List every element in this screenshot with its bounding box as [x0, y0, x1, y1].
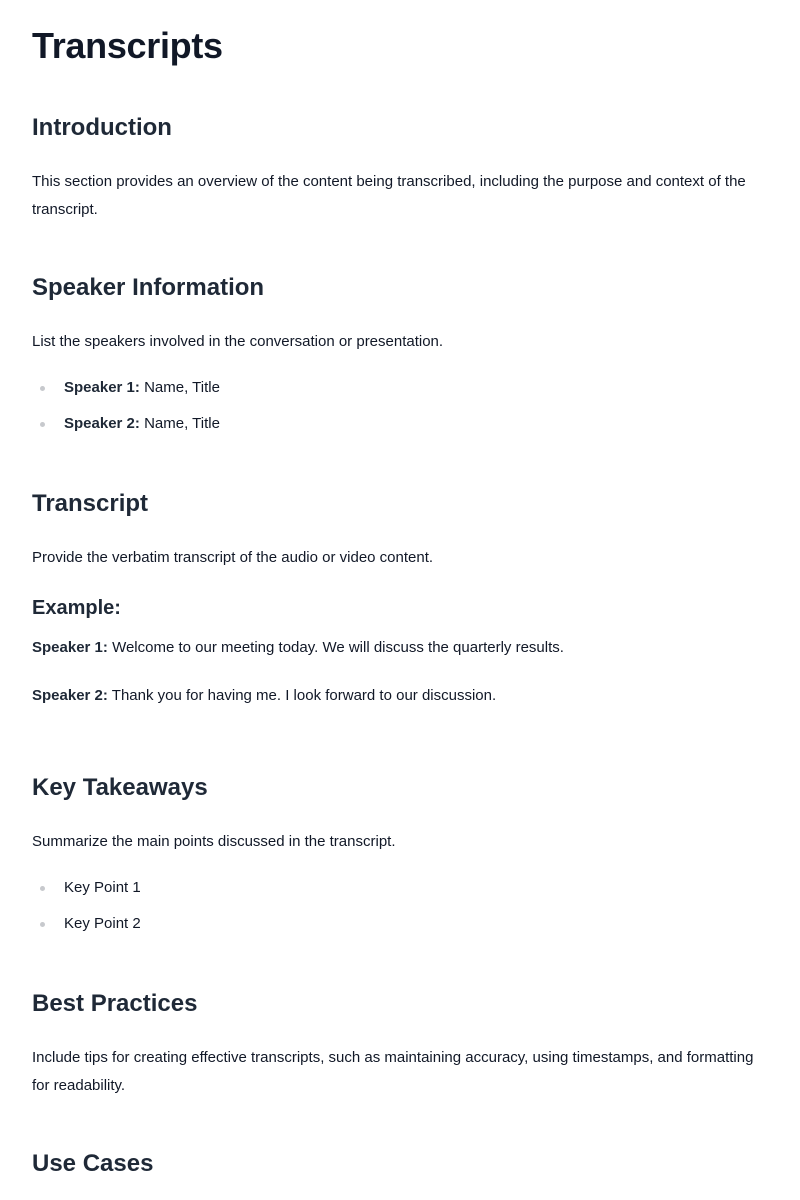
section-transcript	[32, 488, 768, 710]
list-item	[32, 912, 768, 936]
speaker-label: Speaker 2:	[64, 415, 140, 432]
page-title: Transcripts	[32, 25, 223, 66]
transcript-text: Provide the verbatim transcript of the audio or video content.	[32, 549, 434, 566]
section-use-cases	[32, 1148, 768, 1180]
section-heading-speaker-information: Speaker Information	[32, 274, 265, 301]
speaker-information-text: List the speakers involved in the conversation or presentation.	[32, 333, 444, 350]
speaker-label: Speaker 1:	[64, 379, 140, 396]
transcript-line	[32, 682, 768, 710]
list-item	[32, 876, 768, 900]
bullet-icon	[40, 422, 45, 427]
section-heading-transcript: Transcript	[32, 490, 149, 517]
transcript-speaker: Speaker 1:	[32, 639, 108, 656]
transcript-line-text: Thank you for having me. I look forward to our discussion.	[111, 687, 497, 704]
introduction-text: This section provides an overview of the content being transcribed, including the purpose and context of the transcript.	[32, 173, 746, 218]
section-speaker-information	[32, 272, 768, 448]
key-point-text: Key Point 1	[64, 879, 141, 896]
section-heading-use-cases: Use Cases	[32, 1150, 154, 1177]
transcript-line-text: Welcome to our meeting today. We will discuss the quarterly results.	[112, 639, 564, 656]
key-takeaways-text: Summarize the main points discussed in the transcript.	[32, 833, 396, 850]
key-point-text: Key Point 2	[64, 915, 141, 932]
speaker-value: Name, Title	[144, 379, 220, 396]
key-points-list	[32, 876, 768, 936]
best-practices-text: Include tips for creating effective transcripts, such as maintaining accuracy, using timestamps, and formatting for readability.	[32, 1049, 754, 1094]
bullet-icon	[40, 886, 45, 891]
section-heading-key-takeaways: Key Takeaways	[32, 774, 208, 801]
bullet-icon	[40, 922, 45, 927]
section-heading-best-practices: Best Practices	[32, 990, 198, 1017]
transcript-line	[32, 634, 768, 662]
example-heading: Example:	[32, 597, 121, 619]
transcript-speaker: Speaker 2:	[32, 687, 108, 704]
list-item	[32, 412, 768, 436]
section-best-practices	[32, 988, 768, 1100]
speaker-value: Name, Title	[144, 415, 220, 432]
section-heading-introduction: Introduction	[32, 114, 172, 141]
speaker-list	[32, 376, 768, 436]
section-introduction	[32, 112, 768, 224]
section-key-takeaways	[32, 772, 768, 948]
bullet-icon	[40, 386, 45, 391]
list-item	[32, 376, 768, 400]
